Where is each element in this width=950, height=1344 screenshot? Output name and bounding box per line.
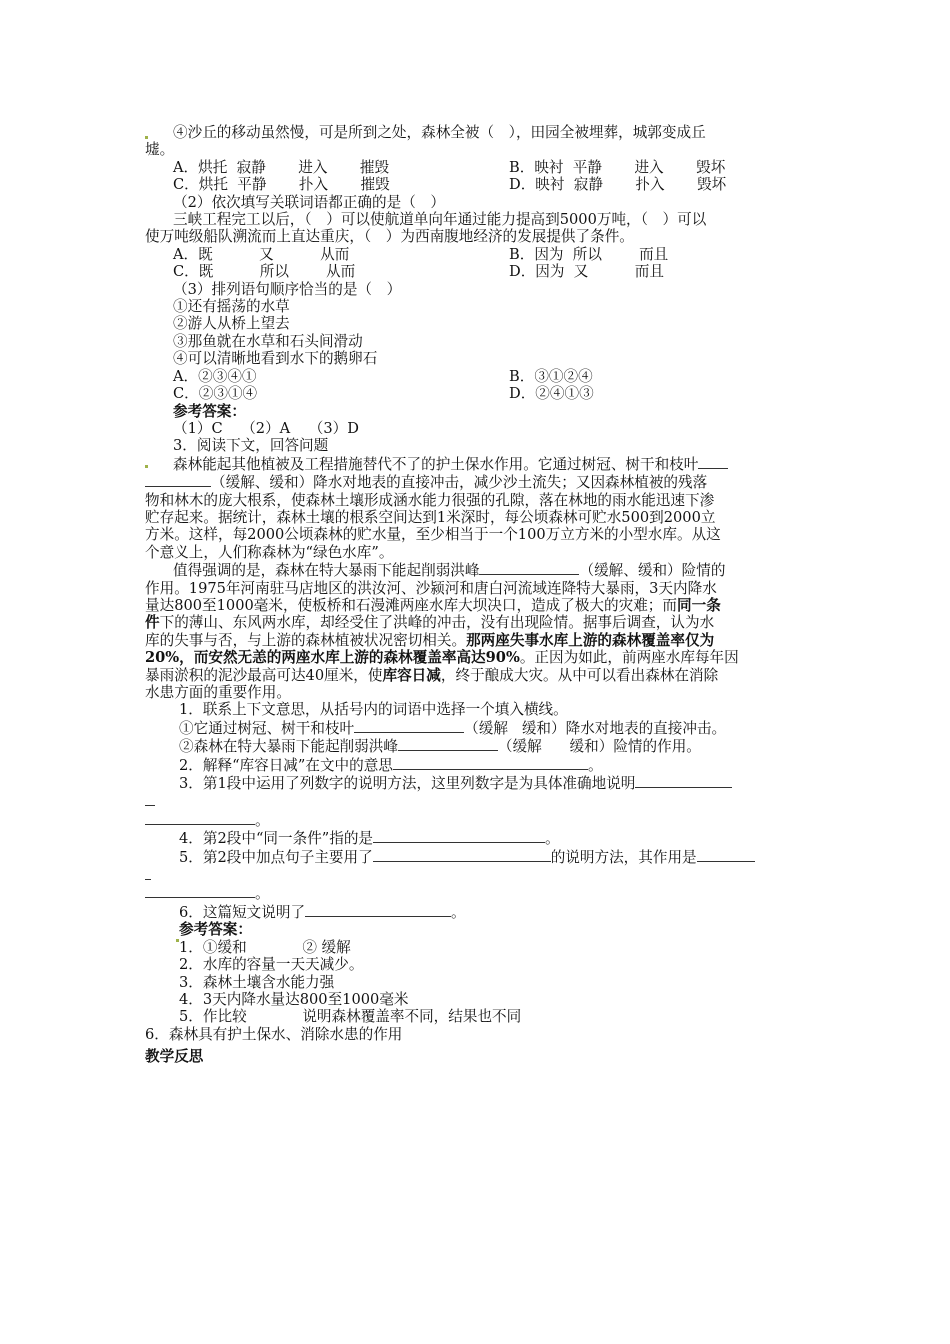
option-a: A．烘托 寂静 进入 摧毁 (173, 158, 390, 176)
question-line: 使万吨级船队溯流而上直达重庆，（ ）为西南腹地经济的发展提供了条件。 (145, 228, 634, 246)
question-text: ②森林在特大暴雨下能起削弱洪峰 (179, 738, 398, 756)
question-line (145, 811, 810, 829)
passage-text: 作用。1975年河南驻马店地区的洪汝河、沙颍河和唐白河流域连降特大暴雨，3天内降水 (145, 579, 717, 597)
option-a: A．既 又 从而 (173, 245, 350, 263)
question-text: （缓解 缓和）险情的作用。 (497, 738, 701, 756)
question-line (145, 774, 810, 792)
answer-blank[interactable] (145, 866, 151, 880)
passage-text: 下的薄山、东风两水库，却经受住了洪峰的冲击，没有出现险情。据事后调查，认为水 (159, 614, 715, 632)
question-line (145, 903, 810, 921)
passage-line (145, 649, 810, 666)
dotted-phrase: 同一条 (677, 596, 721, 614)
question-line (145, 829, 810, 847)
question-line (145, 866, 810, 884)
option-row (145, 176, 810, 193)
sentence-item: ④可以清晰地看到水下的鹅卵石 (173, 350, 378, 368)
option-c: C．烘托 平静 扑入 摧毁 (173, 176, 390, 194)
answer-blank[interactable] (354, 719, 464, 733)
question-text: 5．第2段中加点句子主要用了 (179, 848, 373, 866)
passage-text: 库的失事与否，与上游的森林植被状况密切相关。 (145, 631, 467, 649)
option-a: A．②③④① (173, 367, 257, 385)
passage-line (145, 455, 810, 473)
answer-text: （1）C （2）A （3）D (173, 419, 359, 437)
option-b: B．因为 所以 而且 (509, 245, 669, 263)
passage-line (145, 561, 810, 579)
question-text: 6．这篇短文说明了 (179, 903, 306, 921)
passage-line (145, 473, 810, 491)
question-line (145, 719, 810, 737)
passage-text: 方米。这样，每2000公顷森林的贮水量，至少相当于一个100万立方米的小型水库。从这 (145, 526, 721, 544)
question-line (145, 884, 810, 902)
sentence-item: ②游人从桥上望去 (173, 315, 290, 333)
passage-line (145, 667, 810, 684)
question-stem: （2）依次填写关联词语都正确的是（ ） (173, 193, 445, 211)
question-line: 三峡工程完工以后，（ ）可以使航道单向年通过能力提高到5000万吨，（ ）可以 (173, 211, 707, 229)
passage-line (145, 597, 810, 614)
passage-text: 水患方面的重要作用。 (145, 684, 291, 701)
question-line: ④沙丘的移动虽然慢，可是所到之处，森林全被（ ），田园全被埋葬，城郭变成丘 (173, 124, 706, 141)
emphasized-sentence: 那两座失事水库上游的森林覆盖率仅为 (466, 631, 715, 649)
option-b: B．③①②④ (509, 367, 593, 385)
answer-blank[interactable] (393, 756, 588, 770)
option-c: C．既 所以 从而 (173, 263, 356, 281)
passage-text: （缓解、缓和）险情的 (579, 562, 726, 580)
question-text: 2．解释“库容日减”在文中的意思 (179, 756, 393, 774)
option-row (145, 368, 810, 385)
passage-text: 。正因为如此，前两座水库每年因 (519, 649, 739, 667)
passage-text: ，终于酿成大灾。从中可以看出森林在消除 (440, 666, 719, 684)
question-line (145, 737, 810, 755)
answer-item: 3．森林土壤含水能力强 (179, 973, 335, 991)
answer-blank[interactable] (635, 774, 732, 788)
option-row (145, 246, 810, 263)
dotted-phrase: 件 (145, 614, 160, 632)
option-b: B．映衬 平静 进入 毁坏 (509, 158, 726, 176)
answer-item: 4．3天内降水量达800至1000毫米 (179, 990, 409, 1008)
answer-blank[interactable] (145, 811, 255, 825)
passage-text: 量达800至1000毫米，使板桥和石漫滩两座水库大坝决口，造成了极大的灾难；而 (145, 596, 677, 614)
answer-blank[interactable] (145, 884, 255, 898)
question-line (145, 756, 810, 774)
question-text: 。 (255, 885, 270, 903)
question-text: 。 (545, 830, 560, 848)
question-text: 4．第2段中“同一条件”指的是 (179, 830, 374, 848)
emphasized-sentence: 20%，而安然无恙的两座水库上游的森林覆盖率高达90% (145, 649, 520, 667)
option-c: C．②③①④ (173, 385, 258, 403)
emphasized-phrase: 库容日减 (382, 666, 441, 684)
section-title: 教学反思 (145, 1048, 204, 1065)
option-row (145, 159, 810, 176)
fill-blank (479, 561, 579, 575)
question-stem: （3）排列语句顺序恰当的是（ ） (173, 280, 402, 298)
answer-blank[interactable] (305, 903, 451, 917)
answer-blank[interactable] (697, 848, 755, 862)
option-d: D．②④①③ (509, 385, 594, 403)
answer-item: 6．森林具有护土保水、消除水患的作用 (145, 1025, 403, 1043)
question-text: 3．第1段中运用了列数字的说明方法，这里列数字是为具体准确地说明 (179, 775, 636, 793)
passage-line (145, 632, 810, 649)
answer-heading: 参考答案： (173, 402, 246, 420)
question-line (145, 848, 810, 866)
sentence-item: ③那鱼就在水草和石头间滑动 (173, 332, 363, 350)
question-text: 。 (255, 811, 270, 829)
question-line (145, 792, 810, 810)
fill-blank (145, 473, 211, 487)
section-heading: 3．阅读下文，回答问题 (173, 437, 329, 455)
option-d: D．因为 又 而且 (509, 263, 664, 281)
answer-blank[interactable] (373, 848, 551, 862)
passage-text: 个意义上，人们称森林为“绿色水库”。 (145, 543, 394, 561)
answer-item: 2．水库的容量一天天减少。 (179, 956, 364, 974)
question-text: ①它通过树冠、树干和枝叶 (179, 719, 355, 737)
answer-heading: 参考答案： (179, 921, 252, 939)
answer-blank[interactable] (398, 737, 498, 751)
sentence-item: ①还有摇荡的水草 (173, 298, 290, 316)
question-line: 墟。 (145, 141, 175, 159)
fill-blank (698, 455, 728, 469)
passage-text: 值得强调的是，森林在特大暴雨下能起削弱洪峰 (173, 562, 480, 580)
question-text: （缓解 缓和）降水对地表的直接冲击。 (464, 719, 727, 737)
document-body (145, 124, 810, 1043)
question-text: 。 (451, 903, 466, 921)
question-1: 1．联系上下文意思，从括号内的词语中选择一个填入横线。 (179, 701, 568, 719)
question-text: 。 (587, 756, 603, 774)
option-row (145, 385, 810, 402)
passage-text: 贮存起来。据统计，森林土壤的根系空间达到1米深时，每公顷森林可贮水500到2000立 (145, 508, 716, 526)
passage-text: 暴雨淤积的泥沙最高可达40厘米，使 (145, 666, 383, 684)
answer-item: 5．作比较 说明森林覆盖率不同，结果也不同 (179, 1008, 522, 1026)
option-d: D．映衬 寂静 扑入 毁坏 (509, 176, 727, 194)
question-text: 的说明方法，其作用是 (550, 848, 697, 866)
option-row (145, 263, 810, 280)
passage-line (145, 614, 810, 631)
answer-blank[interactable] (145, 792, 155, 806)
answer-blank[interactable] (373, 829, 545, 843)
answer-item: 1．①缓和 ② 缓解 (179, 938, 351, 956)
passage-text: 森林能起其他植被及工程措施替代不了的护土保水作用。它通过树冠、树干和枝叶 (173, 455, 699, 473)
passage-text: 物和林木的庞大根系，使森林土壤形成涵水能力很强的孔隙，落在林地的雨水能迅速下渗 (145, 491, 715, 509)
passage-text: （缓解、缓和）降水对地表的直接冲击，减少沙土流失；又因森林植被的残落 (211, 474, 708, 492)
